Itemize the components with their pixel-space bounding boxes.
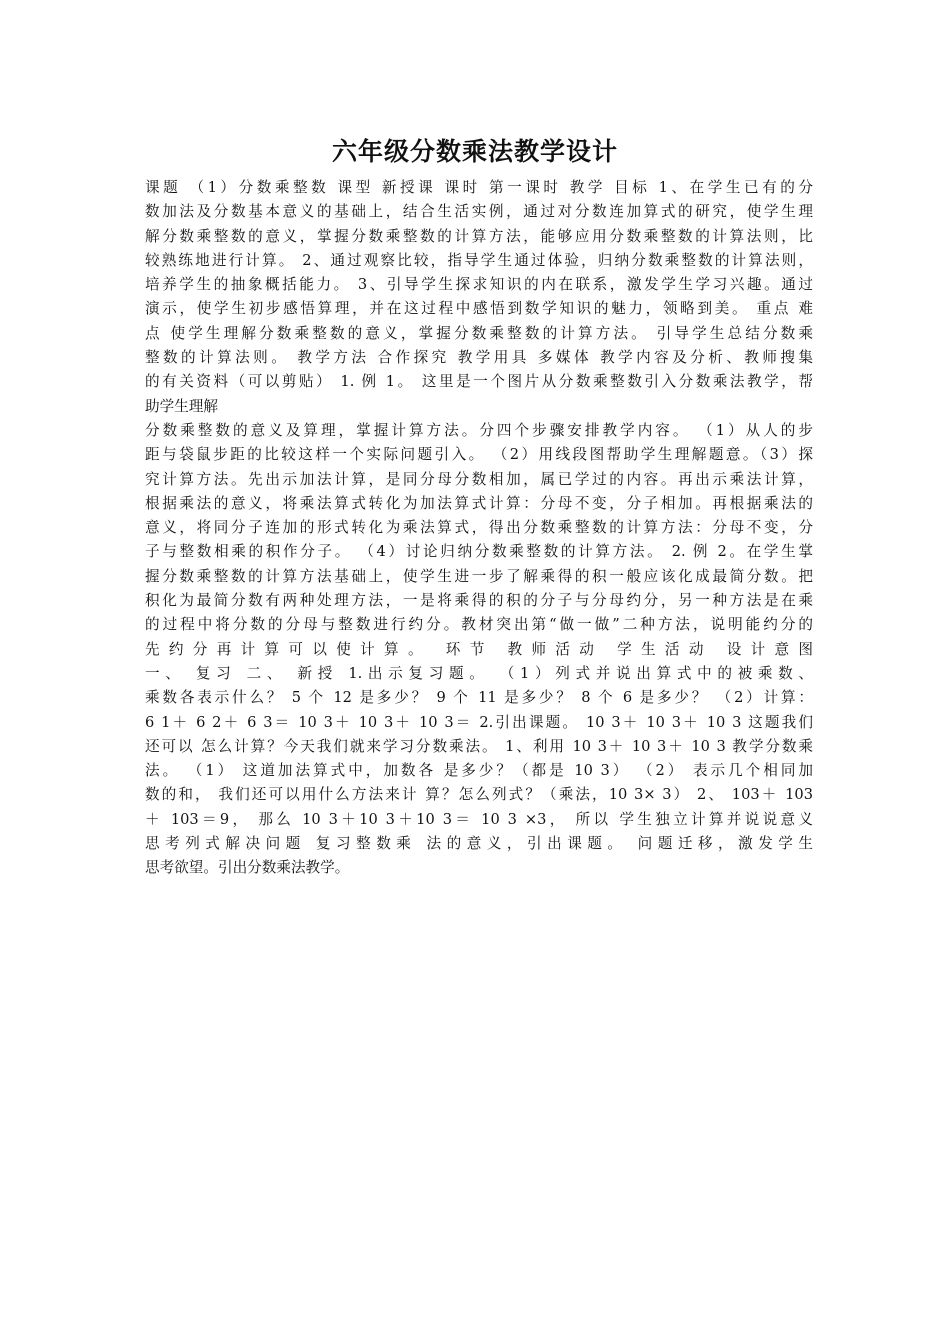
body-line: 演示，使学生初步感悟算理，并在这过程中感悟到数学知识的魅力，领略到美。 重点 难 — [145, 300, 813, 318]
body-line: 整数的计算法则。 教学方法 合作探究 教学用具 多媒体 教学内容及分析、教师搜集 — [145, 349, 813, 367]
body-line: ＋ 103＝9， 那么 10 3＋10 3＋10 3＝ 10 3 ×3， 所以 学生独立计算并说说意义 — [145, 810, 813, 828]
body-line: 6 1＋ 6 2＋ 6 3＝ 10 3＋ 10 3＋ 10 3＝ 2.引出课题。 10 3＋ 10 3＋ 10 3 这题我们 — [145, 713, 813, 731]
body-line: 究计算方法。先出示加法计算，是同分母分数相加，属已学过的内容。再出示乘法计算， — [145, 470, 813, 488]
body-line: 握分数乘整数的计算方法基础上，使学生进一步了解乘得的积一般应该化成最简分数。把 — [145, 567, 813, 585]
body-line: 的有关资料（可以剪贴） 1. 例 1。 这里是一个图片从分数乘整数引入分数乘法教学，帮 — [145, 373, 813, 391]
body-line: 点 使学生理解分数乘整数的意义，掌握分数乘整数的计算方法。 引导学生总结分数乘 — [145, 324, 813, 342]
body-line: 数的和， 我们还可以用什么方法来计 算？怎么列式？（乘法，10 3× 3） 2、 103＋ 103 — [145, 786, 813, 804]
body-line: 分数乘整数的意义及算理，掌握计算方法。分四个步骤安排教学内容。 （1）从人的步 — [145, 421, 813, 439]
body-line: 数加法及分数基本意义的基础上，结合生活实例，通过对分数连加算式的研究，使学生理 — [145, 203, 813, 221]
body-line: 积化为最简分数有两种处理方法，一是将乘得的积的分子与分母约分，另一种方法是在乘 — [145, 592, 813, 610]
body-line: 先约分再计算可以使计算。 环节 教师活动 学生活动 设计意图 — [145, 640, 813, 658]
body-line: 培养学生的抽象概括能力。 3、引导学生探求知识的内在联系，激发学生学习兴趣。通过 — [145, 276, 813, 294]
body-line: 课题 （1）分数乘整数 课型 新授课 课时 第一课时 教学 目标 1、在学生已有的分 — [145, 179, 813, 196]
body-line: 意义，将同分子连加的形式转化为乘法算式，得出分数乘整数的计算方法：分母不变，分 — [145, 519, 813, 537]
body-line: 助学生理解 — [145, 397, 218, 415]
body-line: 根据乘法的意义，将乘法算式转化为加法算式计算：分母不变，分子相加。再根据乘法的 — [145, 494, 813, 512]
body-line: 思考列式解决问题 复习整数乘 法的意义，引出课题。 问题迁移，激发学生 — [145, 835, 813, 853]
body-line: 乘数各表示什么？ 5 个 12 是多少？ 9 个 11 是多少？ 8 个 6 是多少？ （2）计算： — [145, 689, 813, 707]
document-title: 六年级分数乘法教学设计 — [331, 137, 618, 166]
body-line: 一、 复习 二、 新授 1.出示复习题。 （1）列式并说出算式中的被乘数、 — [145, 664, 813, 682]
body-line: 子与整数相乘的积作分子。 （4）讨论归纳分数乘整数的计算方法。 2. 例 2。在学生掌 — [145, 543, 813, 561]
body-line: 较熟练地进行计算。 2、通过观察比较，指导学生通过体验，归纳分数乘整数的计算法则， — [145, 251, 813, 269]
document-body — [145, 176, 813, 881]
body-line: 思考欲望。引出分数乘法教学。 — [145, 859, 350, 877]
body-line: 法。 （1） 这道加法算式中，加数各 是多少？（都是 10 3） （2） 表示几个相同加 — [145, 762, 813, 780]
body-line: 还可以 怎么计算？今天我们就来学习分数乘法。 1、利用 10 3＋ 10 3＋ 10 3 教学分数乘 — [145, 737, 813, 755]
body-line: 距与袋鼠步距的比较这样一个实际问题引入。 （2）用线段图帮助学生理解题意。（3）探 — [145, 446, 813, 464]
body-line: 解分数乘整数的意义，掌握分数乘整数的计算方法，能够应用分数乘整数的计算法则，比 — [145, 227, 813, 245]
body-line: 的过程中将分数的分母与整数进行约分。教材突出第“做一做”二种方法，说明能约分的 — [145, 616, 813, 634]
